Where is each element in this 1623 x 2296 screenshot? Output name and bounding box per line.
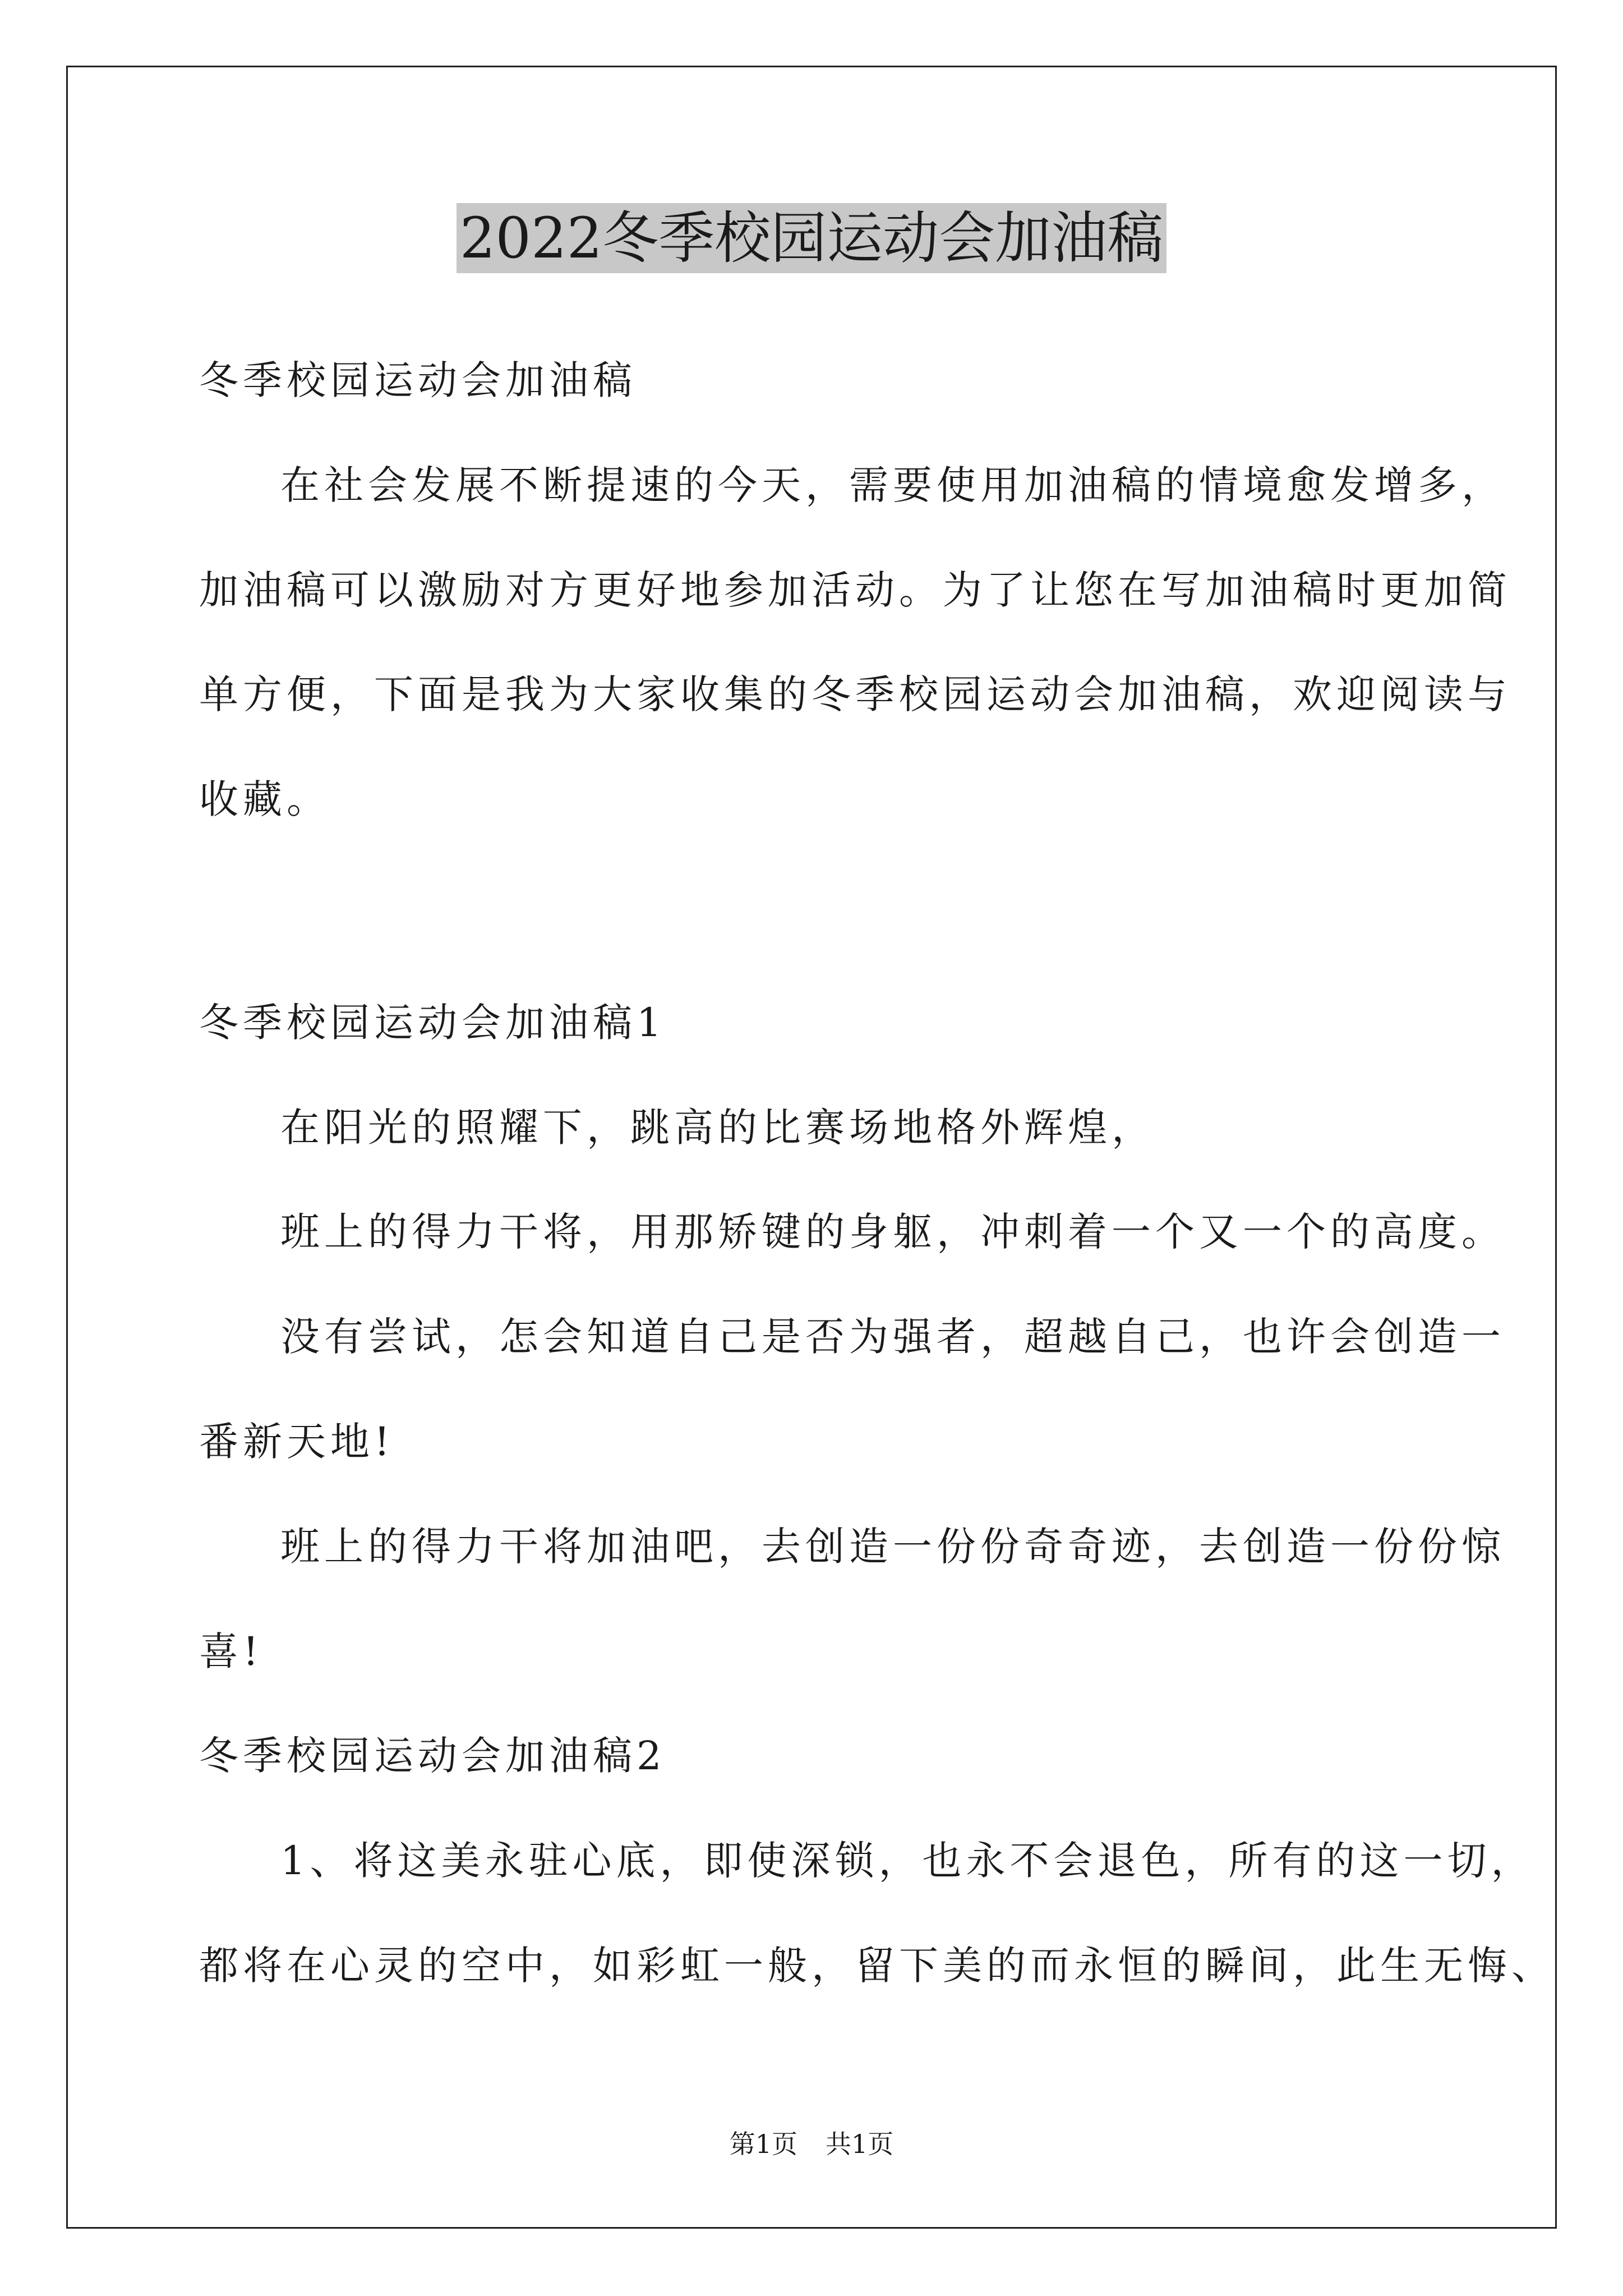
intro-line-4: 收藏。 xyxy=(199,776,330,822)
section-1-heading: 冬季校园运动会加油稿1 xyxy=(199,1000,666,1046)
section-1-line-2: 班上的得力干将，用那矫键的身躯，冲刺着一个又一个的高度。 xyxy=(280,1209,1505,1255)
document-title xyxy=(0,199,1623,278)
section-2-line-2: 都将在心灵的空中，如彩虹一般，留下美的而永恒的瞬间，此生无悔、 xyxy=(199,1943,1555,1989)
intro-line-2: 加油稿可以激励对方更好地参加活动。为了让您在写加油稿时更加简 xyxy=(199,567,1511,613)
page-footer xyxy=(0,2127,1623,2161)
section-1-line-5: 班上的得力干将加油吧，去创造一份份奇奇迹，去创造一份份惊 xyxy=(280,1524,1505,1570)
section-1-line-4: 番新天地! xyxy=(199,1419,395,1465)
section-1-line-3: 没有尝试，怎会知道自己是否为强者，超越自己，也许会创造一 xyxy=(280,1314,1505,1360)
document-subtitle: 冬季校园运动会加油稿 xyxy=(199,357,637,403)
section-2-heading: 冬季校园运动会加油稿2 xyxy=(199,1733,666,1779)
section-1-line-6: 喜! xyxy=(199,1628,264,1674)
section-1-line-1: 在阳光的照耀下，跳高的比赛场地格外辉煌， xyxy=(280,1105,1155,1151)
page-number-total: 共1页 xyxy=(826,2129,894,2159)
intro-line-1: 在社会发展不断提速的今天，需要使用加油稿的情境愈发增多， xyxy=(280,462,1505,508)
page-number-current: 第1页 xyxy=(729,2129,797,2159)
section-2-line-1: 1、将这美永驻心底，即使深锁，也永不会退色，所有的这一切， xyxy=(280,1838,1535,1884)
intro-line-3: 单方便，下面是我为大家收集的冬季校园运动会加油稿，欢迎阅读与 xyxy=(199,671,1511,717)
document-title-text: 2022冬季校园运动会加油稿 xyxy=(457,203,1167,273)
